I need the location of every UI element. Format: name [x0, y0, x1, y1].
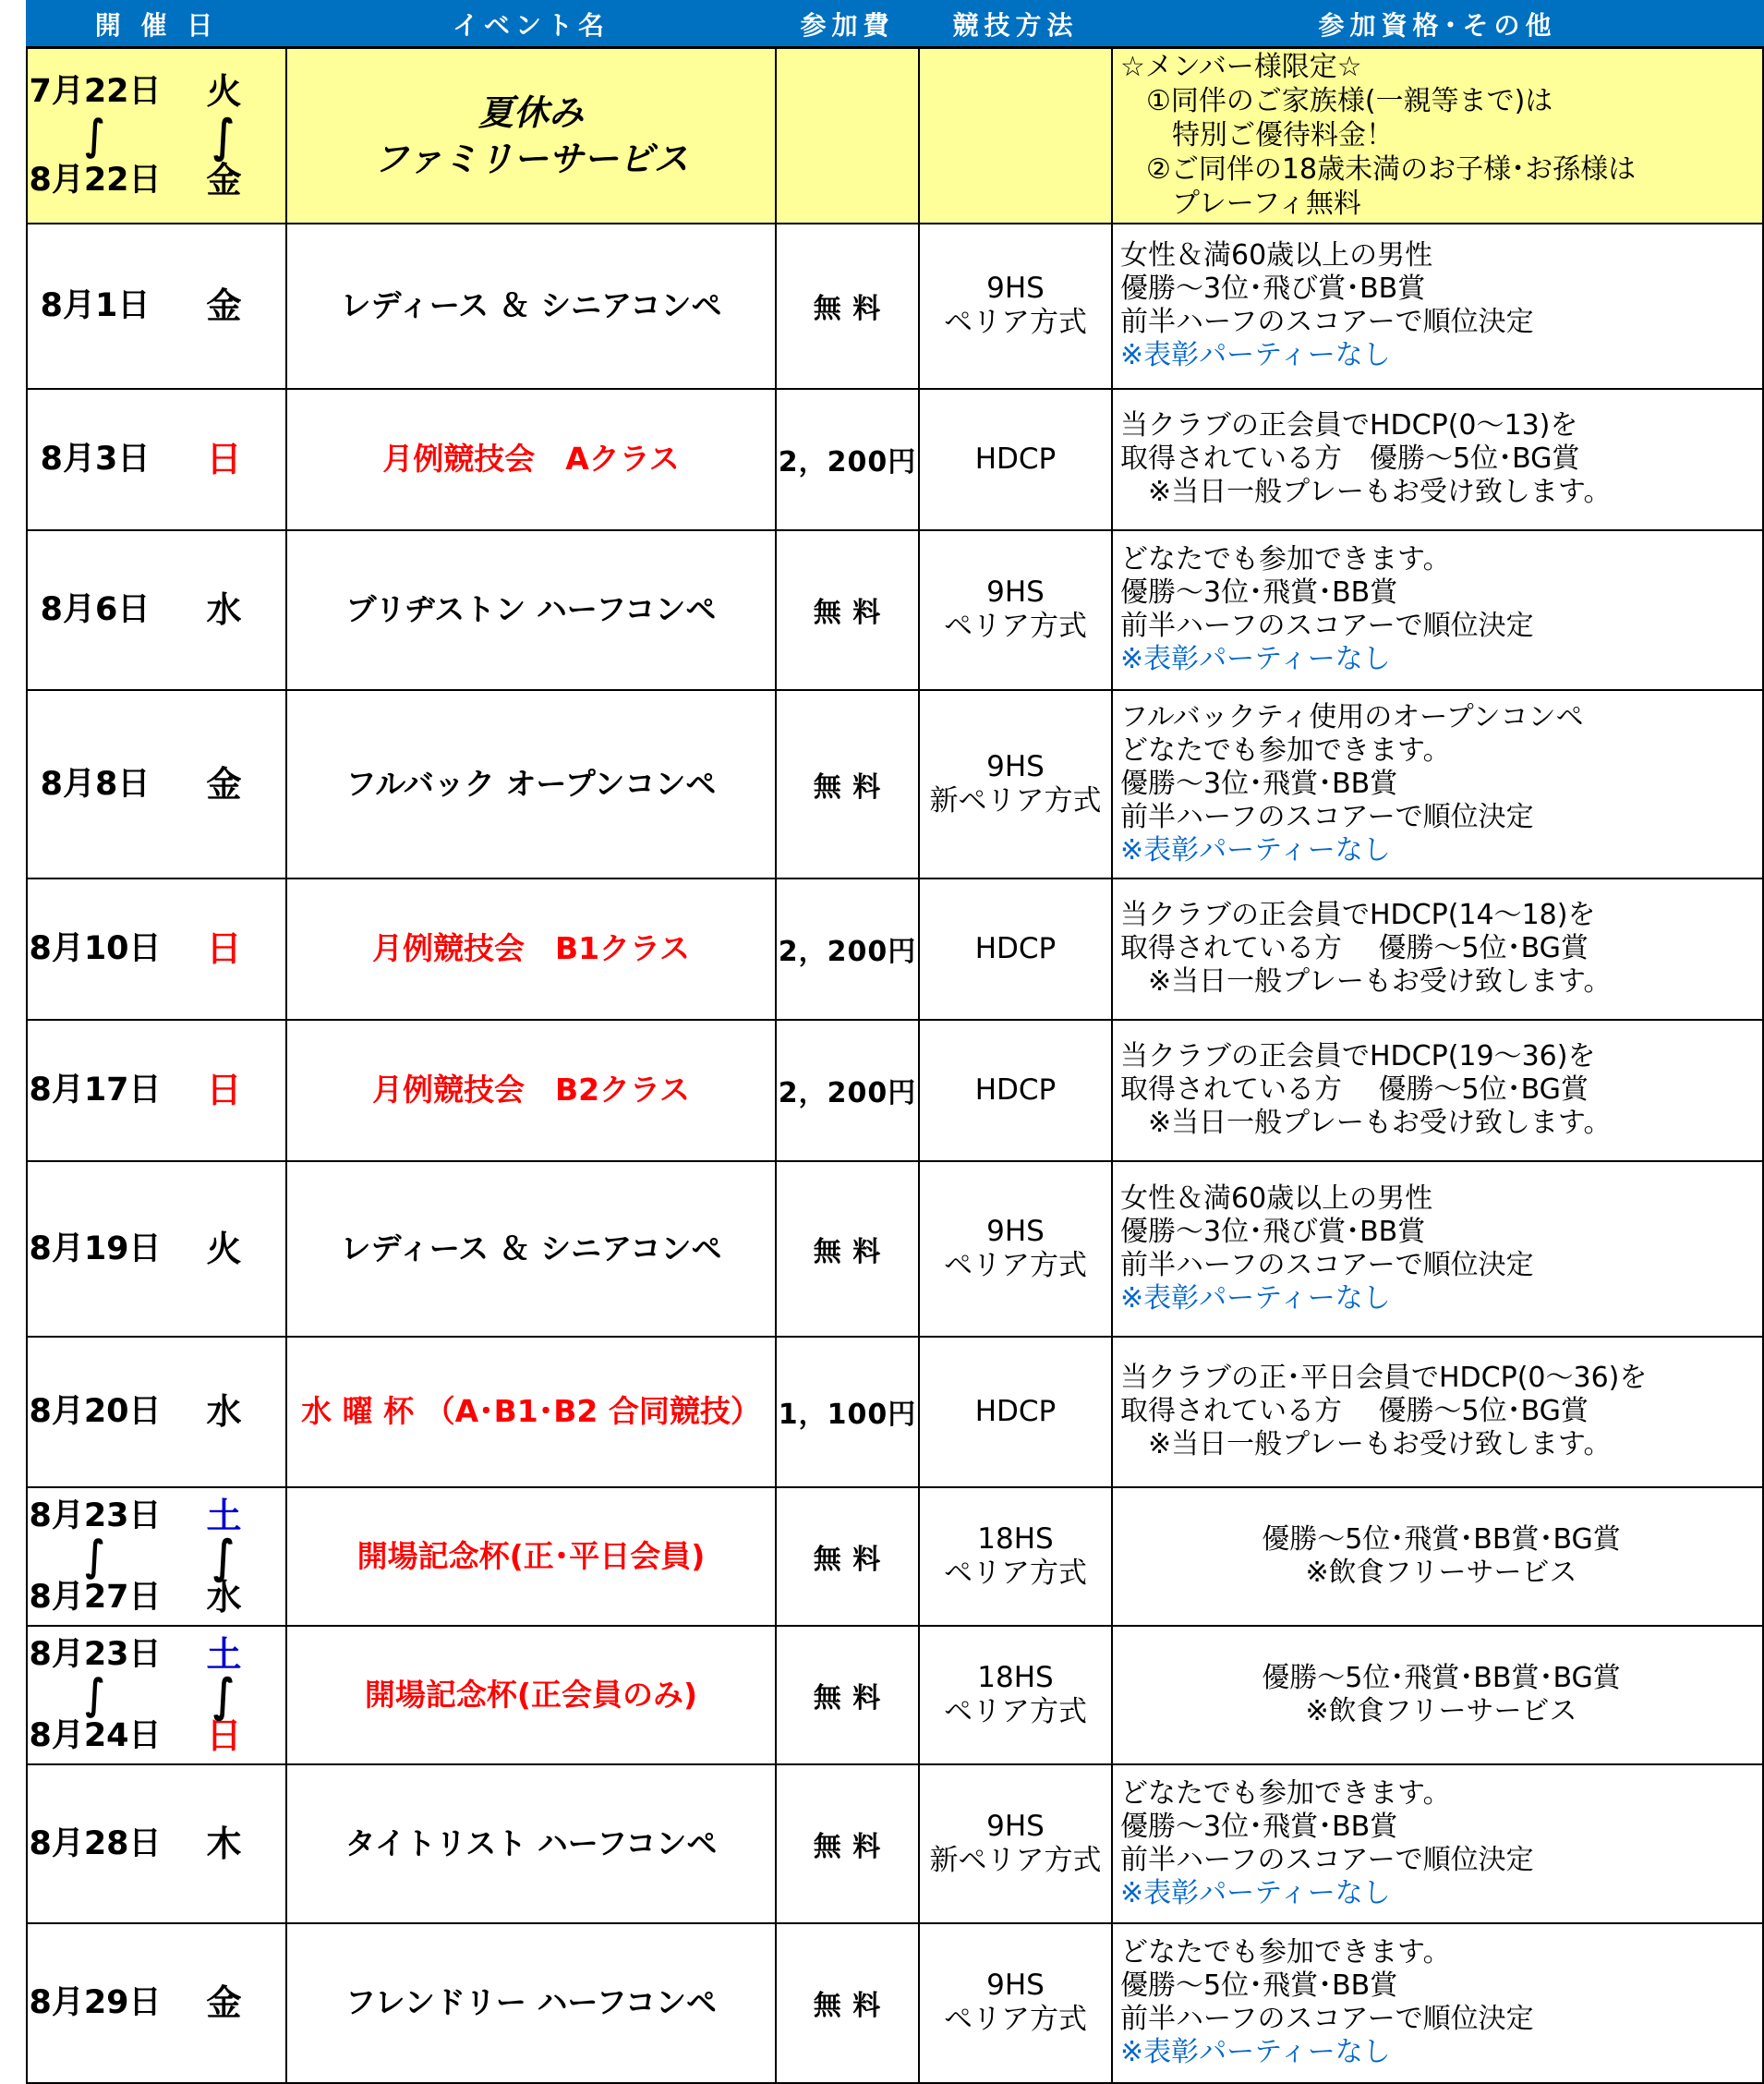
- info-line: ※飲食フリーサービス: [1305, 1556, 1577, 1589]
- info-line: 優勝～3位･飛賞･BB賞: [1120, 767, 1398, 800]
- fee: 2，200円: [778, 446, 917, 479]
- date-cell: [27, 530, 163, 690]
- event-name: フルバック オープンコンペ: [345, 765, 717, 802]
- method-line: 9HS: [986, 749, 1045, 783]
- info-line: 前半ハーフのスコアーで順位決定: [1120, 800, 1534, 833]
- event-name-cell: [286, 389, 776, 530]
- event-date: 8月20日: [29, 1393, 162, 1430]
- info-line: ※当日一般プレーもお受け致します。: [1120, 1428, 1612, 1460]
- range-mark: ∫: [85, 111, 105, 160]
- range-mark: ∫: [212, 1667, 236, 1722]
- event-date: 8月28日: [29, 1824, 162, 1862]
- method-line: 9HS: [986, 1809, 1045, 1843]
- info-line: 取得されている方 優勝～5位･BG賞: [1120, 932, 1589, 964]
- weekday-cell: [163, 389, 286, 530]
- method-line: 新ペリア方式: [929, 783, 1102, 818]
- fee: 無 料: [813, 1681, 882, 1714]
- event-name-cell: [286, 1923, 776, 2083]
- event-date: 8月3日: [40, 441, 151, 478]
- event-name: レディース ＆ シニアコンペ: [340, 1230, 722, 1266]
- event-date: 8月1日: [40, 287, 151, 324]
- weekday: 金: [206, 285, 242, 326]
- date-cell: [27, 1161, 163, 1337]
- event-name: 月例競技会 B2クラス: [371, 1072, 691, 1108]
- info-line: 優勝～5位･飛賞･BB賞･BG賞: [1262, 1661, 1621, 1694]
- date-end: 8月27日: [29, 1578, 162, 1616]
- method-cell: [919, 224, 1112, 389]
- weekday-end: 水: [206, 1576, 242, 1618]
- date-cell: [27, 389, 163, 530]
- info-line: 優勝～5位･飛賞･BB賞･BG賞: [1262, 1522, 1621, 1556]
- method-cell: [919, 1337, 1112, 1487]
- date-cell: [27, 878, 163, 1020]
- event-row: [27, 1337, 1763, 1487]
- method-line: ペリア方式: [944, 1556, 1087, 1590]
- event-row: [27, 224, 1763, 389]
- method-line: 9HS: [986, 1969, 1045, 2002]
- event-name: タイトリスト ハーフコンペ: [344, 1824, 718, 1861]
- method-line: ペリア方式: [944, 1248, 1087, 1282]
- method-cell: [919, 1764, 1112, 1923]
- event-row: [27, 1764, 1763, 1923]
- info-line: 特別ご優待料金！: [1172, 119, 1394, 152]
- info-line: どなたでも参加できます。: [1120, 733, 1451, 767]
- info-line: ※当日一般プレーもお受け致します。: [1120, 476, 1612, 508]
- date-cell: [27, 1020, 163, 1161]
- info-cell: [1112, 48, 1763, 224]
- event-name-cell: [286, 1161, 776, 1337]
- info-line: 優勝～3位･飛賞･BB賞: [1120, 576, 1398, 609]
- event-name: 月例競技会 Aクラス: [382, 441, 680, 477]
- method-cell: [919, 389, 1112, 530]
- header-row: [27, 1, 1763, 48]
- info-line: 前半ハーフのスコアーで順位決定: [1120, 610, 1534, 642]
- method-cell: [919, 690, 1112, 878]
- event-date: 8月6日: [40, 591, 151, 628]
- info-line: ①同伴のご家族様(一親等まで)は: [1146, 85, 1553, 118]
- method-cell: [919, 1626, 1112, 1764]
- weekday-cell: [163, 690, 286, 878]
- date-cell: [27, 1487, 163, 1626]
- info-line: どなたでも参加できます。: [1120, 1776, 1451, 1810]
- info-line: 前半ハーフのスコアーで順位決定: [1120, 306, 1534, 338]
- method-line: HDCP: [974, 1072, 1057, 1107]
- method-line: 新ペリア方式: [929, 1843, 1102, 1877]
- info-line: 女性＆満60歳以上の男性: [1120, 1181, 1433, 1215]
- weekday-cell: [163, 224, 286, 389]
- event-name-cell: [286, 878, 776, 1020]
- no-party-note: ※表彰パーティーなし: [1120, 1281, 1391, 1315]
- weekday: 日: [206, 1070, 242, 1110]
- date-cell: [27, 1626, 163, 1764]
- no-party-note: ※表彰パーティーなし: [1120, 1876, 1391, 1909]
- info-line: どなたでも参加できます。: [1120, 1936, 1451, 1969]
- event-name-line1: 夏休み: [477, 91, 584, 133]
- weekday-cell: [163, 1764, 286, 1923]
- info-line: 優勝～5位･飛賞･BB賞: [1120, 1969, 1398, 2002]
- info-cell: [1112, 1161, 1763, 1337]
- fee: 無 料: [813, 597, 882, 629]
- info-cell: [1112, 878, 1763, 1020]
- info-line: 前半ハーフのスコアーで順位決定: [1120, 2003, 1534, 2035]
- fee: 2，200円: [778, 936, 917, 968]
- weekday: 水: [206, 1391, 242, 1432]
- info-cell: [1112, 1764, 1763, 1923]
- fee-cell: [776, 48, 919, 224]
- event-name-cell: [286, 224, 776, 389]
- event-name-cell: [286, 1487, 776, 1626]
- method-cell: [919, 48, 1112, 224]
- event-date: 8月8日: [40, 765, 151, 803]
- event-name: レディース ＆ シニアコンペ: [340, 287, 722, 323]
- date-start: 8月23日: [29, 1496, 162, 1534]
- fee-cell: [776, 530, 919, 690]
- fee-cell: [776, 1923, 919, 2083]
- method-line: 9HS: [986, 272, 1045, 305]
- event-name: ブリヂストン ハーフコンペ: [345, 591, 717, 627]
- info-line: 優勝～3位･飛賞･BB賞: [1120, 1810, 1398, 1843]
- date-cell: [27, 1764, 163, 1923]
- info-line: 当クラブの正会員でHDCP(0～13)を: [1120, 409, 1578, 442]
- header-fee: 参加費: [776, 1, 919, 48]
- info-cell: [1112, 224, 1763, 389]
- fee: 2，200円: [778, 1077, 917, 1109]
- info-cell: [1112, 530, 1763, 690]
- method-line: ペリア方式: [944, 2003, 1087, 2036]
- event-name-line2: ファミリーサービス: [373, 138, 689, 179]
- fee: 無 料: [813, 770, 882, 804]
- weekday-start: 土: [206, 1633, 242, 1675]
- fee-cell: [776, 1337, 919, 1487]
- event-name-cell: [286, 1626, 776, 1764]
- event-row: [27, 1923, 1763, 2083]
- event-range-row: [27, 1487, 1763, 1626]
- no-party-note: ※表彰パーティーなし: [1120, 2036, 1391, 2068]
- info-cell: [1112, 1020, 1763, 1161]
- event-name: 開場記念杯(正･平日会員): [356, 1537, 706, 1574]
- info-cell: [1112, 690, 1763, 878]
- info-line: 取得されている方 優勝～5位･BG賞: [1120, 1395, 1589, 1427]
- info-line: プレーフィ無料: [1172, 188, 1361, 221]
- method-line: 9HS: [986, 1214, 1045, 1248]
- event-schedule-table: [26, 0, 1764, 2084]
- weekday-cell: [163, 1020, 286, 1161]
- event-name-cell: [286, 1337, 776, 1487]
- weekday: 日: [206, 439, 242, 479]
- info-cell: [1112, 1487, 1763, 1626]
- fee-cell: [776, 1487, 919, 1626]
- info-line: 優勝～3位･飛び賞･BB賞: [1120, 273, 1426, 305]
- event-row: [27, 1020, 1763, 1161]
- weekday-start: 火: [206, 70, 242, 112]
- range-mark: ∫: [85, 1670, 105, 1719]
- range-mark: ∫: [212, 109, 236, 163]
- fee-cell: [776, 1626, 919, 1764]
- date-cell: [27, 48, 163, 224]
- fee: 無 料: [813, 1543, 882, 1576]
- fee-cell: [776, 1161, 919, 1337]
- fee-cell: [776, 690, 919, 878]
- weekday-cell: [163, 1337, 286, 1487]
- weekday-cell: [163, 1626, 286, 1764]
- header-date: 開 催 日: [27, 1, 286, 48]
- method-cell: [919, 1487, 1112, 1626]
- info-line: 前半ハーフのスコアーで順位決定: [1120, 1248, 1534, 1281]
- family-service-row: [27, 48, 1763, 224]
- weekday-cell: [163, 1923, 286, 2083]
- weekday-cell: [163, 530, 286, 690]
- method-cell: [919, 1161, 1112, 1337]
- date-cell: [27, 224, 163, 389]
- info-line: 取得されている方 優勝～5位･BG賞: [1120, 442, 1580, 475]
- info-cell: [1112, 1337, 1763, 1487]
- info-line: ☆メンバー様限定☆: [1120, 51, 1362, 84]
- date-start: 7月22日: [29, 72, 162, 110]
- event-name: 月例競技会 B1クラス: [371, 930, 691, 966]
- method-line: HDCP: [974, 442, 1057, 476]
- event-row: [27, 690, 1763, 878]
- no-party-note: ※表彰パーティーなし: [1120, 339, 1391, 371]
- info-line: 当クラブの正･平日会員でHDCP(0～36)を: [1120, 1362, 1648, 1394]
- info-line: 当クラブの正会員でHDCP(14～18)を: [1120, 899, 1596, 931]
- method-cell: [919, 1923, 1112, 2083]
- event-date: 8月19日: [29, 1230, 162, 1267]
- weekday: 日: [206, 928, 242, 969]
- event-date: 8月29日: [29, 1984, 162, 2021]
- event-name: 水 曜 杯 （A･B1･B2 合同競技）: [301, 1393, 761, 1429]
- info-line: ※当日一般プレーもお受け致します。: [1120, 1107, 1612, 1139]
- weekday-cell: [163, 1487, 286, 1626]
- event-row: [27, 1161, 1763, 1337]
- weekday-end: 金: [206, 159, 242, 200]
- info-cell: [1112, 1626, 1763, 1764]
- info-line: 優勝～3位･飛び賞･BB賞: [1120, 1215, 1426, 1248]
- method-line: ペリア方式: [944, 610, 1087, 643]
- method-line: HDCP: [974, 931, 1057, 965]
- event-name-cell: [286, 1020, 776, 1161]
- range-mark: ∫: [85, 1532, 105, 1581]
- info-line: ②ご同伴の18歳未満のお子様･お孫様は: [1146, 153, 1637, 187]
- method-line: 9HS: [986, 576, 1045, 609]
- date-end: 8月24日: [29, 1716, 162, 1754]
- weekday: 金: [206, 1982, 242, 2023]
- method-cell: [919, 878, 1112, 1020]
- info-cell: [1112, 389, 1763, 530]
- header-method: 競技方法: [919, 1, 1112, 48]
- method-line: 18HS: [977, 1521, 1054, 1556]
- event-row: [27, 530, 1763, 690]
- event-name-cell: [286, 48, 776, 224]
- method-line: HDCP: [974, 1394, 1057, 1428]
- weekday: 金: [206, 763, 242, 805]
- info-line: 前半ハーフのスコアーで順位決定: [1120, 1843, 1534, 1876]
- event-name: 開場記念杯(正会員のみ): [364, 1676, 698, 1713]
- weekday: 火: [206, 1228, 242, 1269]
- event-range-row: [27, 1626, 1763, 1764]
- no-party-note: ※表彰パーティーなし: [1120, 643, 1391, 675]
- info-line: フルバックティ使用のオープンコンペ: [1120, 700, 1584, 733]
- weekday-cell: [163, 878, 286, 1020]
- fee-cell: [776, 389, 919, 530]
- event-date: 8月10日: [29, 930, 162, 967]
- date-end: 8月22日: [29, 161, 162, 199]
- info-line: ※飲食フリーサービス: [1305, 1694, 1577, 1727]
- weekday-cell: [163, 48, 286, 224]
- method-line: 18HS: [977, 1660, 1054, 1694]
- fee-cell: [776, 1764, 919, 1923]
- weekday-start: 土: [206, 1495, 242, 1536]
- fee-cell: [776, 878, 919, 1020]
- fee: 無 料: [813, 1830, 882, 1863]
- weekday: 木: [206, 1823, 242, 1864]
- info-line: 取得されている方 優勝～5位･BG賞: [1120, 1073, 1589, 1106]
- weekday-cell: [163, 1161, 286, 1337]
- method-line: ペリア方式: [944, 1694, 1087, 1728]
- info-line: どなたでも参加できます。: [1120, 543, 1451, 576]
- event-row: [27, 389, 1763, 530]
- fee-cell: [776, 1020, 919, 1161]
- date-cell: [27, 690, 163, 878]
- info-line: 女性＆満60歳以上の男性: [1120, 239, 1433, 272]
- header-info: 参加資格･その他: [1112, 1, 1763, 48]
- fee: 無 料: [813, 293, 882, 325]
- method-cell: [919, 1020, 1112, 1161]
- weekday-end: 日: [206, 1714, 242, 1756]
- fee: 無 料: [813, 1990, 882, 2022]
- date-cell: [27, 1923, 163, 2083]
- event-name-cell: [286, 690, 776, 878]
- info-cell: [1112, 1923, 1763, 2083]
- fee-cell: [776, 224, 919, 389]
- no-party-note: ※表彰パーティーなし: [1120, 833, 1391, 866]
- method-cell: [919, 530, 1112, 690]
- method-line: ペリア方式: [944, 306, 1087, 339]
- fee: 無 料: [813, 1235, 882, 1268]
- event-name-cell: [286, 1764, 776, 1923]
- event-name: フレンドリー ハーフコンペ: [344, 1984, 718, 2020]
- header-event: イベント名: [286, 1, 776, 48]
- date-start: 8月23日: [29, 1635, 162, 1673]
- weekday: 水: [206, 589, 242, 630]
- info-line: ※当日一般プレーもお受け致します。: [1120, 965, 1612, 998]
- range-mark: ∫: [212, 1529, 236, 1583]
- fee: 1，100円: [778, 1399, 917, 1431]
- info-line: 当クラブの正会員でHDCP(19～36)を: [1120, 1040, 1596, 1072]
- date-cell: [27, 1337, 163, 1487]
- event-date: 8月17日: [29, 1072, 162, 1109]
- event-row: [27, 878, 1763, 1020]
- event-name-cell: [286, 530, 776, 690]
